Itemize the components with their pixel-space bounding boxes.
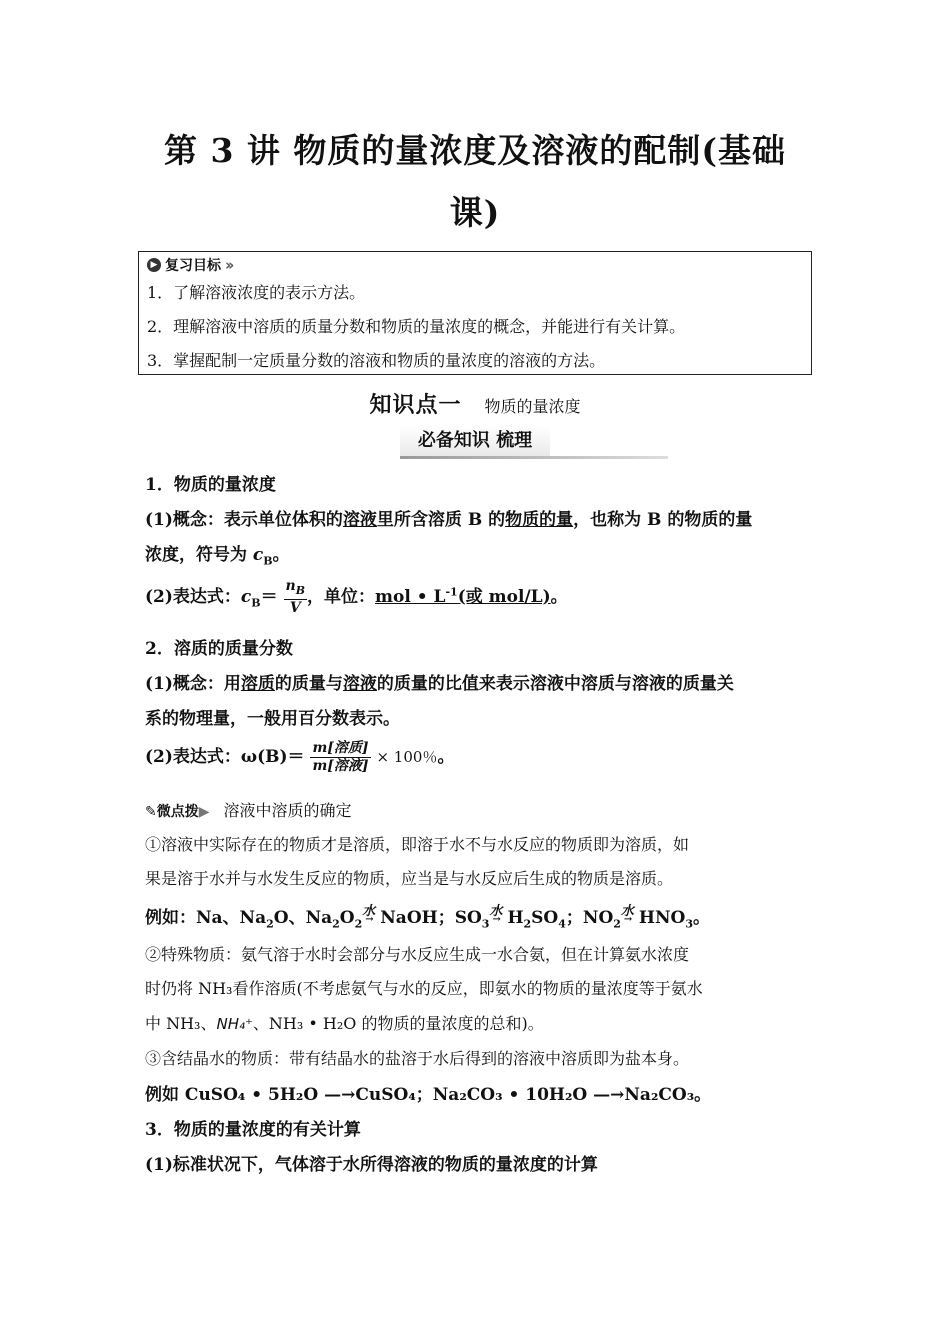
water-arrow: 水 → xyxy=(489,900,507,919)
review-goals-heading xyxy=(147,254,803,276)
water-arrow: 水 → xyxy=(362,900,380,919)
underlined-answer: 溶液 xyxy=(342,510,377,530)
tip-heading xyxy=(145,798,352,821)
tip-tag: ✎微点拨▶ xyxy=(145,804,210,820)
underlined-answer: 溶液 xyxy=(342,674,377,694)
title-line-2: 课) xyxy=(449,193,501,232)
double-chevron-right-icon: ›› xyxy=(225,256,232,274)
review-goals-box xyxy=(138,251,812,375)
s1-expression: (2)表达式：$c_B=$ $\frac{n_B}{V}$ ，单位：mol • $L^{-1}$(或 mol/L)。 xyxy=(145,578,568,616)
s3-item-1: (1)标准状况下，气体溶于水所得溶液的物质的量浓度的计算 xyxy=(145,1155,598,1175)
tip-p3-line-2: 例如 CuSO₄ • 5H₂O —→CuSO₄；Na₂CO₃ • 10H₂O —→Na₂CO₃。 xyxy=(145,1085,712,1105)
triangle-right-icon: ▶ xyxy=(198,804,210,820)
s1-concept-line-2: 浓度，符号为 $c_B$。 xyxy=(145,545,290,568)
page-title xyxy=(140,120,810,244)
subsection-divider xyxy=(400,456,668,459)
ammonium-ion: NH₄⁺ xyxy=(216,1015,253,1033)
knowledge-point-topic: 物质的量浓度 xyxy=(484,397,581,416)
pencil-icon: ✎ xyxy=(145,804,157,820)
play-circle-icon: ▶ xyxy=(147,258,161,272)
goal-item: 2．理解溶液中溶质的质量分数和物质的量浓度的概念，并能进行有关计算。 xyxy=(147,317,686,336)
water-arrow: 水 → xyxy=(621,900,639,919)
tip-p2-line-2: 时仍将 NH₃看作溶质(不考虑氨气与水的反应，即氨水的物质的量浓度等于氨水 xyxy=(145,979,703,998)
s2-concept-line-1: (1)概念：用溶质的质量与溶液的质量的比值来表示溶液中溶质与溶液的质量关 xyxy=(145,674,734,694)
section-1-heading: 1．物质的量浓度 xyxy=(145,475,276,495)
tip-p2-line-3: 中 NH₃、NH₄⁺、NH₃ • H₂O 的物质的量浓度的总和)。 xyxy=(145,1014,544,1033)
tip-p1-line-2: 果是溶于水并与水发生反应的物质，应当是与水反应后生成的物质是溶质。 xyxy=(145,869,674,888)
tip-p2-line-1: ②特殊物质：氨气溶于水时会部分与水反应生成一水合氨，但在计算氨水浓度 xyxy=(145,945,690,964)
knowledge-point-label: 知识点一 xyxy=(369,393,462,418)
underlined-answer: 溶质 xyxy=(240,674,275,694)
s1-concept-line-1: (1)概念：表示单位体积的溶液里所含溶质 B 的物质的量，也称为 B 的物质的量 xyxy=(145,510,753,530)
fraction-mass-ratio: $\frac{\text{m[溶质]}}{\text{m[溶液]}}$ xyxy=(312,740,369,774)
section-2-heading: 2．溶质的质量分数 xyxy=(145,639,293,659)
review-goals-label: 复习目标 xyxy=(165,258,221,274)
title-line-1: 第 3 讲 物质的量浓度及溶液的配制(基础 xyxy=(163,131,787,170)
section-3-heading: 3．物质的量浓度的有关计算 xyxy=(145,1120,361,1140)
subsection-banner: 必备知识 梳理 xyxy=(400,426,550,456)
tip-title: 溶液中溶质的确定 xyxy=(223,801,352,820)
underlined-answer: 物质的量 xyxy=(505,510,574,530)
tip-p3-line-1: ③含结晶水的物质：带有结晶水的盐溶于水后得到的溶液中溶质即为盐本身。 xyxy=(145,1049,690,1068)
knowledge-point-heading xyxy=(0,388,950,419)
s2-expression: (2)表达式：ω(B)＝ $\frac{\text{m[溶质]}}{\text{m[溶液]}}$ × 100％。 xyxy=(145,740,455,774)
s2-concept-line-2: 系的物理量，一般用百分数表示。 xyxy=(145,709,400,729)
tip-p1-line-1: ①溶液中实际存在的物质才是溶质，即溶于水不与水反应的物质即为溶质，如 xyxy=(145,835,690,854)
fraction-nB-over-V: $\frac{n_B}{V}$ xyxy=(285,578,306,616)
goal-item: 1．了解溶液浓度的表示方法。 xyxy=(147,283,366,302)
tip-example-reactions: 例如：Na、$Na_2O$、$Na_2O_2$水 → NaOH；$SO_3$水 → $H_2SO_4$；$NO_2$水 → $HNO_3$。 xyxy=(145,903,710,930)
unit-answer: mol • $L^{-1}$(或 mol/L) xyxy=(375,585,551,607)
goal-item: 3．掌握配制一定质量分数的溶液和物质的量浓度的溶液的方法。 xyxy=(147,351,606,370)
